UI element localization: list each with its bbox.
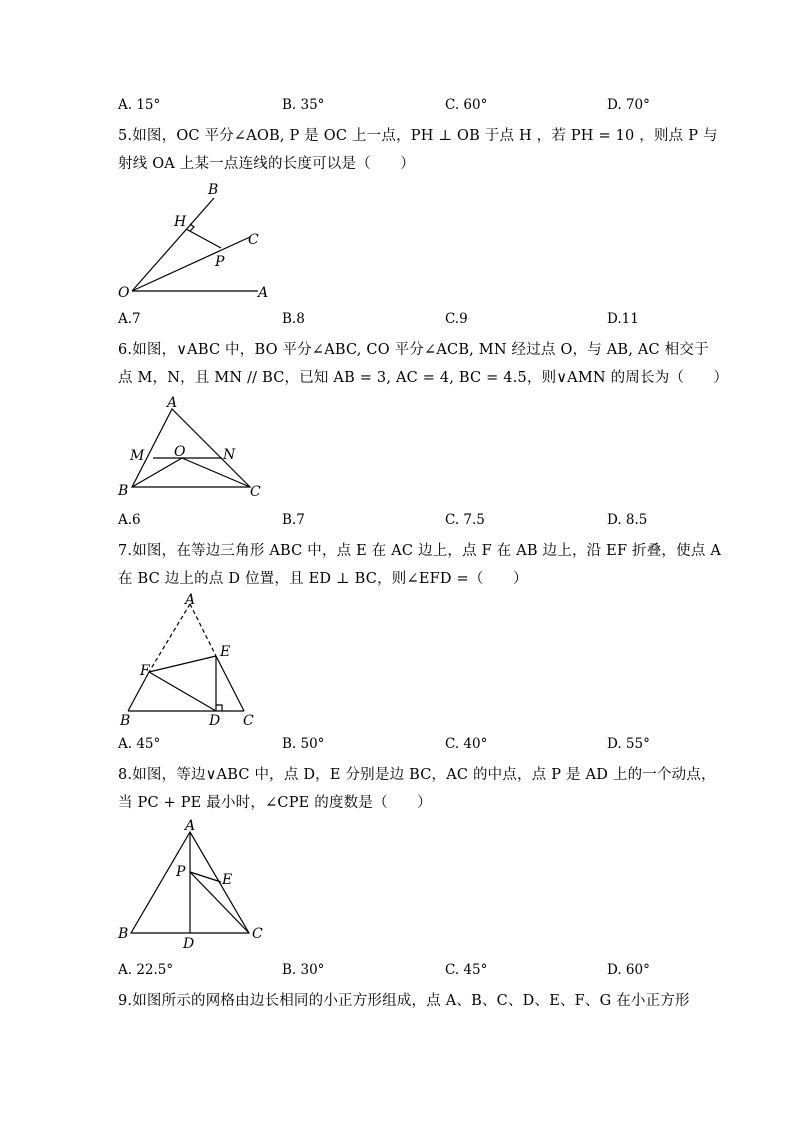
q5-figure: [110, 178, 280, 303]
label-b: B: [118, 483, 129, 499]
label-c: C: [243, 713, 254, 729]
option-b: B. 35°: [282, 97, 325, 113]
q5-stem-line2: 射线 OA 上某一点连线的长度可以是（ ）: [118, 156, 415, 172]
option-c: C. 40°: [445, 736, 488, 752]
option-b: B.7: [282, 512, 305, 528]
segment-ph: [186, 229, 221, 248]
q8-figure: [110, 815, 270, 955]
label-b: B: [120, 713, 131, 729]
label-a: A: [185, 818, 196, 834]
q6-stem-line1: 6.如图，∨ABC 中，BO 平分∠ABC, CO 平分∠ACB, MN 经过点 O，与 AB, AC 相交于: [118, 342, 709, 358]
label-o: O: [174, 444, 186, 460]
q6-figure: [110, 392, 270, 502]
label-m: M: [130, 448, 145, 464]
segment-ec: [216, 656, 244, 711]
option-d: D. 55°: [607, 736, 650, 752]
right-angle-mark: [216, 705, 222, 711]
option-a: A.7: [118, 311, 141, 327]
q5-options: [118, 311, 678, 331]
label-a: A: [185, 592, 196, 608]
option-a: A. 15°: [118, 97, 161, 113]
label-o: O: [118, 285, 130, 301]
segment-co: [182, 458, 250, 487]
label-f: F: [140, 663, 150, 679]
segment-fd: [149, 672, 216, 711]
option-d: D. 8.5: [607, 512, 648, 528]
label-b: B: [208, 182, 219, 198]
q7-stem-line2: 在 BC 边上的点 D 位置，且 ED ⊥ BC，则∠EFD =（ ）: [118, 571, 528, 587]
label-c: C: [250, 484, 261, 500]
label-e: E: [220, 644, 231, 660]
label-d: D: [209, 713, 221, 729]
q9-stem-line1: 9.如图所示的网格由边长相同的小正方形组成，点 A、B、C、D、E、F、G 在小正方形: [118, 993, 690, 1009]
q8-stem-line1: 8.如图，等边∨ABC 中，点 D，E 分别是边 BC，AC 的中点，点 P 是 AD 上的一个动点，: [118, 767, 716, 783]
label-p: P: [215, 254, 225, 270]
option-d: D.11: [607, 311, 639, 327]
label-c: C: [248, 232, 259, 248]
option-c: C. 45°: [445, 962, 488, 978]
q5-stem-line1: 5.如图，OC 平分∠AOB, P 是 OC 上一点，PH ⊥ OB 于点 H ，若 PH = 10 ，则点 P 与: [118, 128, 718, 144]
label-a: A: [167, 395, 178, 411]
option-c: C.9: [445, 311, 468, 327]
fold-af: [149, 604, 190, 672]
option-c: C. 7.5: [445, 512, 485, 528]
option-a: A. 22.5°: [118, 962, 174, 978]
label-p: P: [176, 864, 186, 880]
q8-options: [118, 962, 678, 982]
option-a: A. 45°: [118, 736, 161, 752]
label-h: H: [174, 214, 187, 230]
q7-figure: [110, 590, 270, 730]
right-angle-mark: [190, 224, 194, 231]
label-n: N: [223, 447, 236, 463]
option-d: D. 70°: [607, 97, 650, 113]
q7-stem-line1: 7.如图，在等边三角形 ABC 中，点 E 在 AC 边上，点 F 在 AB 边上，沿 EF 折叠，使点 A: [118, 543, 721, 559]
ray-ob: [132, 198, 214, 291]
ray-oc: [132, 237, 250, 291]
fold-ae: [190, 604, 216, 656]
option-a: A.6: [118, 512, 141, 528]
option-d: D. 60°: [607, 962, 650, 978]
q8-stem-line2: 当 PC + PE 最小时，∠CPE 的度数是（ ）: [118, 795, 432, 811]
label-b: B: [118, 926, 129, 942]
q6-options: [118, 512, 678, 532]
q6-stem-line2: 点 M，N，且 MN // BC，已知 AB = 3, AC = 4, BC = 4.5，则∨AMN 的周长为（ ）: [118, 370, 729, 386]
label-e: E: [222, 872, 233, 888]
label-c: C: [252, 926, 263, 942]
label-d: D: [183, 936, 195, 952]
option-b: B. 30°: [282, 962, 325, 978]
q4-options: [118, 97, 678, 117]
label-a: A: [258, 285, 269, 301]
option-c: C. 60°: [445, 97, 488, 113]
segment-fe: [149, 656, 216, 672]
option-b: B.8: [282, 311, 305, 327]
option-b: B. 50°: [282, 736, 325, 752]
q7-options: [118, 736, 678, 756]
